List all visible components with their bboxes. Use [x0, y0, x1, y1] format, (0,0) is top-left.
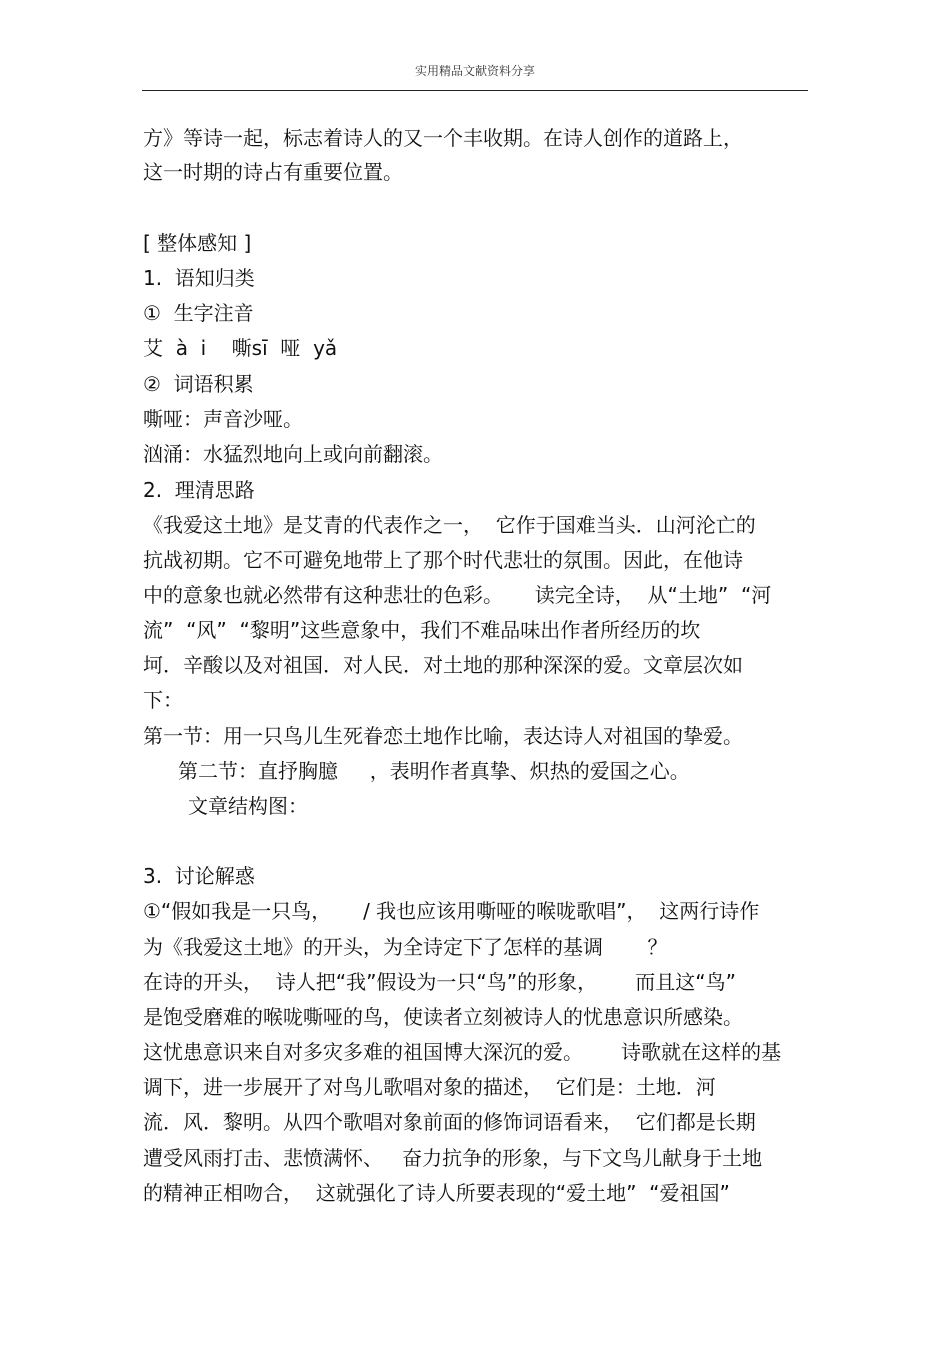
- list-heading: ① 生字注音: [143, 301, 254, 325]
- body-line: 流．风．黎明。从四个歌唱对象前面的修饰词语看来， 它们都是长期: [143, 1110, 756, 1134]
- section-heading: [ 整体感知 ]: [143, 231, 252, 255]
- body-line: 是饱受磨难的喉咙嘶哑的鸟，使读者立刻被诗人的忧患意识所感染。: [143, 1005, 743, 1029]
- subsection-heading: 1. 语知归类: [143, 266, 255, 290]
- list-heading: ② 词语积累: [143, 372, 254, 396]
- subsection-heading: 3. 讨论解惑: [143, 864, 255, 888]
- subsection-heading: 2. 理清思路: [143, 478, 255, 502]
- body-line: 第二节：直抒胸臆 ，表明作者真挚、炽热的爱国之心。: [178, 759, 690, 783]
- body-line: 文章结构图：: [188, 794, 308, 818]
- body-line: 在诗的开头， 诗人把“我”假设为一只“鸟”的形象， 而且这“鸟”: [143, 970, 737, 994]
- body-line: 这忧患意识来自对多灾多难的祖国博大深沉的爱。 诗歌就在这样的基: [143, 1040, 782, 1064]
- body-line: 抗战初期。它不可避免地带上了那个时代悲壮的氛围。因此，在他诗: [143, 548, 743, 572]
- definition-line: 嘶哑：声音沙哑。: [143, 407, 303, 431]
- body-line: 中的意象也就必然带有这种悲壮的色彩。 读完全诗， 从“土地” “河: [143, 583, 772, 607]
- page-header: 实用精品文献资料分享: [414, 64, 535, 78]
- body-line: 遭受风雨打击、悲愤满怀、 奋力抗争的形象，与下文鸟儿献身于土地: [143, 1146, 763, 1170]
- header-divider: [142, 90, 808, 91]
- body-line: 流” “风” “黎明”这些意象中，我们不难品味出作者所经历的坎: [143, 618, 701, 642]
- body-line: 这一时期的诗占有重要位置。: [143, 160, 403, 184]
- body-line: 的精神正相吻合， 这就强化了诗人所要表现的“爱土地” “爱祖国”: [143, 1181, 730, 1205]
- question-line: 为《我爱这土地》的开头，为全诗定下了怎样的基调 ？: [143, 935, 668, 959]
- body-line: 《我爱这土地》是艾青的代表作之一， 它作于国难当头．山河沦亡的: [143, 513, 756, 537]
- body-line: 第一节：用一只鸟儿生死眷恋土地作比喻，表达诗人对祖国的挚爱。: [143, 724, 743, 748]
- pronunciation-line: 艾 à i 嘶sī 哑 yǎ: [143, 336, 338, 360]
- definition-line: 汹涌：水猛烈地向上或向前翻滚。: [143, 442, 443, 466]
- question-line: ①“假如我是一只鸟， / 我也应该用嘶哑的喉咙歌唱”， 这两行诗作: [143, 899, 760, 923]
- body-line: 下：: [143, 688, 183, 712]
- body-line: 坷．辛酸以及对祖国．对人民．对土地的那种深深的爱。文章层次如: [143, 653, 743, 677]
- body-line: 方》等诗一起，标志着诗人的又一个丰收期。在诗人创作的道路上，: [143, 126, 743, 150]
- body-line: 调下，进一步展开了对鸟儿歌唱对象的描述， 它们是：土地．河: [143, 1075, 716, 1099]
